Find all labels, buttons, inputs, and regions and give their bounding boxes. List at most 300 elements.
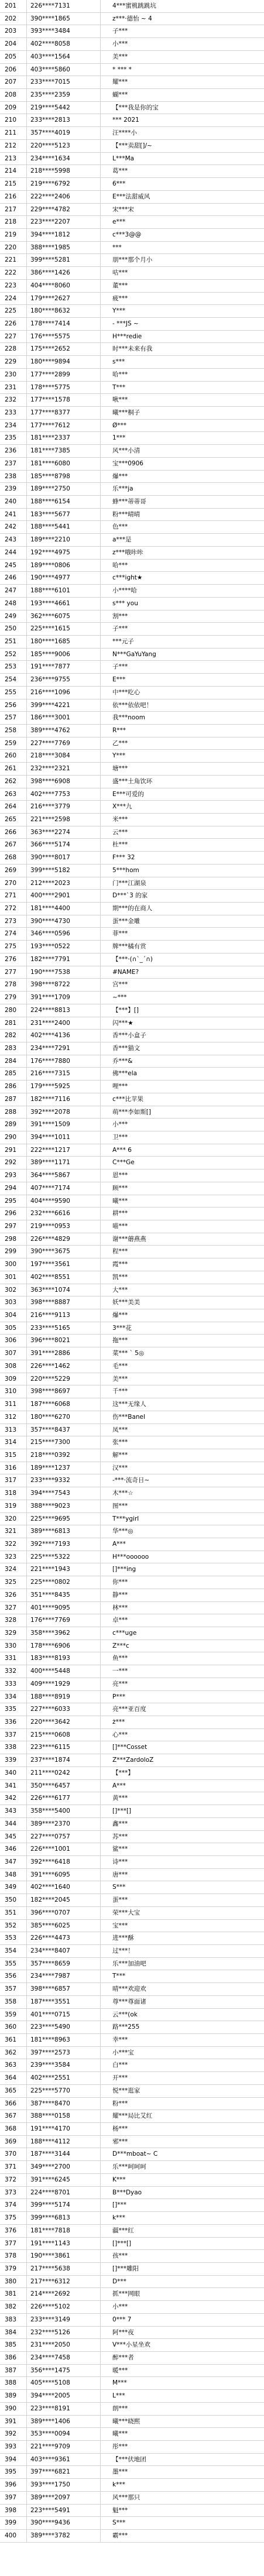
user-id-cell: 215****7300 bbox=[27, 1436, 101, 1449]
nickname-cell: A*** bbox=[112, 1782, 126, 1789]
row-number: 339 bbox=[0, 1754, 27, 1767]
table-row bbox=[0, 2314, 264, 2327]
table-row bbox=[0, 1296, 264, 1309]
user-id-cell: 216****3779 bbox=[27, 801, 101, 813]
user-id-cell: 398****8722 bbox=[27, 979, 101, 991]
row-number: 356 bbox=[0, 1970, 27, 1982]
user-id-cell: 346****0596 bbox=[27, 928, 101, 940]
user-id-cell: 181****4400 bbox=[27, 903, 101, 915]
nickname-cell: 0*** 7 bbox=[112, 2316, 132, 2323]
nickname-cell: []***[] bbox=[112, 2239, 132, 2247]
row-number: 257 bbox=[0, 712, 27, 724]
row-number: 312 bbox=[0, 1411, 27, 1424]
row-number: 351 bbox=[0, 1907, 27, 1919]
table-row bbox=[0, 2517, 264, 2530]
row-number: 307 bbox=[0, 1347, 27, 1360]
row-number: 326 bbox=[0, 1589, 27, 1601]
user-id-cell: 193****0522 bbox=[27, 941, 101, 953]
user-id-cell: 391****6095 bbox=[27, 1869, 101, 1881]
row-number: 223 bbox=[0, 280, 27, 292]
user-id-cell: 398****6857 bbox=[27, 1983, 101, 1995]
table-row bbox=[0, 1614, 264, 1627]
user-id-cell: 177****1578 bbox=[27, 394, 101, 406]
table-row bbox=[0, 547, 264, 560]
nickname-cell: H***oooooo bbox=[112, 1553, 149, 1560]
nickname-cell: ***元子 bbox=[112, 637, 134, 645]
row-number: 253 bbox=[0, 661, 27, 673]
user-id-cell: 388****0158 bbox=[27, 2110, 101, 2122]
user-id-cell: 357****8437 bbox=[27, 1424, 101, 1436]
table-row bbox=[0, 776, 264, 788]
table-row bbox=[0, 814, 264, 826]
user-id-cell: 357****8659 bbox=[27, 1958, 101, 1970]
nickname-cell: 醉***者 bbox=[112, 2354, 134, 2361]
user-id-cell: 221****9709 bbox=[27, 2441, 101, 2453]
row-number: 272 bbox=[0, 903, 27, 915]
nickname-cell: 盛***土角饮环 bbox=[112, 777, 153, 785]
nickname-cell: X***九 bbox=[112, 803, 132, 811]
user-id-cell: 402****7753 bbox=[27, 788, 101, 801]
table-row bbox=[0, 1678, 264, 1691]
row-number: 301 bbox=[0, 1271, 27, 1284]
table-row bbox=[0, 2428, 264, 2441]
user-id-cell: 392****7193 bbox=[27, 1538, 101, 1551]
table-row bbox=[0, 1309, 264, 1322]
row-number: 345 bbox=[0, 1831, 27, 1843]
table-row bbox=[0, 1055, 264, 1068]
nickname-cell: 塘*** bbox=[112, 765, 128, 773]
table-row bbox=[0, 483, 264, 496]
table-row bbox=[0, 2492, 264, 2505]
nickname-cell: K*** bbox=[112, 2176, 126, 2183]
row-number: 314 bbox=[0, 1436, 27, 1449]
table-row bbox=[0, 1907, 264, 1920]
nickname-cell: []***[] bbox=[112, 1807, 132, 1815]
nickname-cell: S*** bbox=[112, 2519, 126, 2527]
nickname-cell: 邪*** bbox=[112, 2138, 128, 2145]
table-row bbox=[0, 140, 264, 153]
table-row bbox=[0, 636, 264, 649]
nickname-cell: ż*** bbox=[112, 1719, 125, 1726]
table-row bbox=[0, 2479, 264, 2492]
nickname-cell: 恩*** bbox=[112, 1172, 128, 1179]
table-row bbox=[0, 509, 264, 522]
row-number: 288 bbox=[0, 1106, 27, 1119]
row-number: 273 bbox=[0, 915, 27, 928]
table-row bbox=[0, 1424, 264, 1437]
row-number: 264 bbox=[0, 801, 27, 813]
nickname-cell: 菲*** bbox=[112, 930, 128, 938]
row-number: 285 bbox=[0, 1068, 27, 1080]
table-row bbox=[0, 2085, 264, 2098]
table-row bbox=[0, 1602, 264, 1615]
row-number: 376 bbox=[0, 2225, 27, 2237]
nickname-cell: []***Cosset bbox=[112, 1744, 148, 1751]
table-row bbox=[0, 1474, 264, 1487]
row-number: 377 bbox=[0, 2238, 27, 2250]
nickname-cell: Z***c bbox=[112, 1642, 129, 1649]
user-id-cell: 234****8407 bbox=[27, 1945, 101, 1957]
table-row bbox=[0, 2199, 264, 2212]
nickname-cell: Z***ZardoloZ bbox=[112, 1757, 154, 1764]
table-row bbox=[0, 13, 264, 26]
user-id-cell: 224****8701 bbox=[27, 2187, 101, 2199]
user-id-cell: 363****1074 bbox=[27, 1284, 101, 1296]
table-row bbox=[0, 382, 264, 395]
table-row bbox=[0, 2250, 264, 2263]
row-number: 248 bbox=[0, 598, 27, 610]
nickname-cell: a***是 bbox=[112, 536, 132, 544]
user-id-cell: 233****7015 bbox=[27, 76, 101, 88]
nickname-cell: D***`3 的家 bbox=[112, 892, 148, 900]
user-id-cell: 178****5775 bbox=[27, 382, 101, 394]
table-row bbox=[0, 1576, 264, 1589]
table-row bbox=[0, 1030, 264, 1042]
nickname-cell: 开*** bbox=[112, 2074, 128, 2082]
table-row bbox=[0, 1627, 264, 1640]
row-number: 252 bbox=[0, 649, 27, 661]
row-number: 354 bbox=[0, 1945, 27, 1957]
user-id-cell: 219****0953 bbox=[27, 1220, 101, 1233]
row-number: 341 bbox=[0, 1780, 27, 1792]
user-id-cell: 396****0707 bbox=[27, 1907, 101, 1919]
table-row bbox=[0, 1131, 264, 1144]
nickname-cell: 过***！ bbox=[112, 1947, 134, 1954]
user-id-cell: 183****8193 bbox=[27, 1652, 101, 1665]
user-id-cell: 399****5182 bbox=[27, 865, 101, 877]
nickname-cell: c***3@@ bbox=[112, 231, 142, 238]
row-number: 208 bbox=[0, 89, 27, 101]
user-id-cell: 191****7877 bbox=[27, 661, 101, 673]
user-id-cell: 397****2573 bbox=[27, 2047, 101, 2059]
table-row bbox=[0, 712, 264, 725]
table-row bbox=[0, 1563, 264, 1576]
table-row bbox=[0, 420, 264, 433]
user-id-cell: 399****6813 bbox=[27, 2212, 101, 2224]
user-id-cell: 394****1011 bbox=[27, 1131, 101, 1144]
user-id-cell: 176****5575 bbox=[27, 331, 101, 343]
nickname-cell: 杨*** bbox=[112, 2125, 128, 2133]
user-id-cell: 226****4473 bbox=[27, 1932, 101, 1944]
user-id-cell: 390****1865 bbox=[27, 13, 101, 25]
row-number: 319 bbox=[0, 1500, 27, 1512]
row-number: 284 bbox=[0, 1055, 27, 1068]
row-number: 268 bbox=[0, 852, 27, 864]
table-row bbox=[0, 76, 264, 89]
table-row bbox=[0, 2530, 264, 2543]
row-number: 352 bbox=[0, 1920, 27, 1932]
user-id-cell: 191****1143 bbox=[27, 2238, 101, 2250]
nickname-cell: 闪***★ bbox=[112, 1019, 133, 1027]
nickname-cell: 路***255 bbox=[112, 2023, 140, 2031]
row-number: 332 bbox=[0, 1665, 27, 1678]
nickname-cell: []*** bbox=[112, 2201, 126, 2209]
nickname-cell: 【***我是你的宝 bbox=[112, 104, 159, 111]
nickname-cell: E*** bbox=[112, 676, 126, 684]
user-id-cell: 182****2045 bbox=[27, 1894, 101, 1906]
nickname-cell: 香***小盒子 bbox=[112, 1032, 146, 1040]
nickname-cell: k*** bbox=[112, 2214, 125, 2222]
nickname-cell: 伤***Banel bbox=[112, 1413, 145, 1421]
nickname-cell: S*** bbox=[112, 1884, 126, 1891]
row-number: 221 bbox=[0, 254, 27, 266]
row-number: 353 bbox=[0, 1932, 27, 1944]
table-row bbox=[0, 1081, 264, 1093]
user-id-cell: 179****2627 bbox=[27, 293, 101, 305]
user-id-cell: 219****6792 bbox=[27, 178, 101, 190]
table-row bbox=[0, 178, 264, 191]
table-row bbox=[0, 1271, 264, 1284]
table-row bbox=[0, 1246, 264, 1258]
user-id-cell: 188****4112 bbox=[27, 2136, 101, 2148]
user-id-cell: 225****5322 bbox=[27, 1551, 101, 1563]
nickname-cell: 你*** bbox=[112, 1579, 128, 1586]
table-row bbox=[0, 2034, 264, 2047]
table-row bbox=[0, 343, 264, 356]
row-number: 360 bbox=[0, 2021, 27, 2033]
nickname-cell: E***法甜威风 bbox=[112, 193, 150, 200]
row-number: 369 bbox=[0, 2136, 27, 2148]
table-row bbox=[0, 610, 264, 623]
nickname-cell: - ***JS ~ bbox=[112, 320, 139, 327]
table-row bbox=[0, 585, 264, 598]
table-row bbox=[0, 1373, 264, 1386]
table-row bbox=[0, 763, 264, 776]
row-number: 256 bbox=[0, 699, 27, 712]
row-number: 399 bbox=[0, 2517, 27, 2529]
nickname-cell: 曦***桐子 bbox=[112, 409, 140, 416]
nickname-cell: -***·流奇日~ bbox=[112, 1477, 150, 1484]
nickname-cell: 卓*** bbox=[112, 1617, 128, 1624]
user-id-cell: 223****6115 bbox=[27, 1741, 101, 1754]
table-row bbox=[0, 1729, 264, 1742]
row-number: 243 bbox=[0, 534, 27, 546]
row-number: 333 bbox=[0, 1678, 27, 1690]
user-id-cell: 389****6813 bbox=[27, 1525, 101, 1538]
table-row bbox=[0, 941, 264, 953]
user-id-cell: 176****7769 bbox=[27, 1614, 101, 1627]
row-number: 237 bbox=[0, 458, 27, 470]
nickname-cell: 美*** bbox=[112, 53, 128, 60]
row-number: 222 bbox=[0, 267, 27, 279]
row-number: 219 bbox=[0, 229, 27, 241]
table-row bbox=[0, 1551, 264, 1564]
nickname-cell: 孩*** bbox=[112, 2252, 128, 2260]
nickname-cell: E***可爱的 bbox=[112, 790, 144, 798]
row-number: 331 bbox=[0, 1652, 27, 1665]
row-number: 226 bbox=[0, 318, 27, 330]
table-row bbox=[0, 394, 264, 407]
row-number: 394 bbox=[0, 2454, 27, 2466]
table-row bbox=[0, 1970, 264, 1983]
row-number: 227 bbox=[0, 331, 27, 343]
row-number: 395 bbox=[0, 2466, 27, 2478]
nickname-cell: T***ygirl bbox=[112, 1515, 139, 1522]
nickname-cell: 萌***李如斯[] bbox=[112, 1108, 151, 1116]
nickname-cell: 疆***红 bbox=[112, 2227, 134, 2234]
nickname-cell: Y*** bbox=[112, 307, 126, 315]
user-id-cell: 388****1985 bbox=[27, 242, 101, 254]
table-row bbox=[0, 1258, 264, 1271]
table-row bbox=[0, 1780, 264, 1793]
row-number: 375 bbox=[0, 2212, 27, 2224]
table-row bbox=[0, 331, 264, 344]
nickname-cell: 时***未来有我 bbox=[112, 345, 153, 353]
user-id-cell: 409****1929 bbox=[27, 1678, 101, 1690]
nickname-cell: 彤*** bbox=[112, 2443, 128, 2450]
user-id-cell: 229****4782 bbox=[27, 204, 101, 216]
user-id-cell: 402****8058 bbox=[27, 38, 101, 50]
user-id-cell: 192****4975 bbox=[27, 547, 101, 559]
nickname-cell: H***redie bbox=[112, 332, 142, 340]
nickname-cell: 宫*** bbox=[112, 981, 128, 989]
table-row bbox=[0, 407, 264, 420]
nickname-cell: L*** bbox=[112, 2392, 125, 2400]
nickname-cell: 我***noom bbox=[112, 714, 145, 722]
nickname-cell: 期***的在商人 bbox=[112, 905, 153, 913]
nickname-cell: c***uge bbox=[112, 1630, 137, 1637]
user-id-cell: 181****7385 bbox=[27, 445, 101, 457]
nickname-cell: 耀*** bbox=[112, 78, 128, 86]
user-id-cell: 404****9590 bbox=[27, 1195, 101, 1208]
table-row bbox=[0, 1385, 264, 1398]
user-id-cell: 225****1615 bbox=[27, 623, 101, 635]
user-id-cell: 188****8919 bbox=[27, 1691, 101, 1703]
table-row bbox=[0, 2136, 264, 2149]
user-id-cell: 223****8191 bbox=[27, 2403, 101, 2415]
table-row bbox=[0, 293, 264, 306]
table-row bbox=[0, 1398, 264, 1411]
user-id-cell: 356****1475 bbox=[27, 2365, 101, 2377]
row-number: 217 bbox=[0, 204, 27, 216]
user-id-cell: 211****0242 bbox=[27, 1767, 101, 1779]
table-row bbox=[0, 1220, 264, 1233]
nickname-cell: 谢***蘑燕燕 bbox=[112, 1235, 146, 1243]
row-number: 317 bbox=[0, 1474, 27, 1487]
nickname-cell: 诗*** bbox=[112, 1858, 128, 1865]
nickname-cell: 顾*** bbox=[112, 1184, 128, 1192]
table-row bbox=[0, 1652, 264, 1665]
row-number: 340 bbox=[0, 1767, 27, 1779]
table-row bbox=[0, 1004, 264, 1017]
row-number: 309 bbox=[0, 1373, 27, 1385]
table-row bbox=[0, 1208, 264, 1220]
row-number: 381 bbox=[0, 2288, 27, 2300]
user-id-cell: 222****2406 bbox=[27, 191, 101, 203]
nickname-cell: 妖***美美 bbox=[112, 1299, 140, 1306]
row-number: 320 bbox=[0, 1513, 27, 1525]
table-row bbox=[0, 267, 264, 280]
user-id-cell: 220****5123 bbox=[27, 140, 101, 152]
row-number: 357 bbox=[0, 1983, 27, 1995]
row-number: 228 bbox=[0, 343, 27, 355]
row-number: 274 bbox=[0, 928, 27, 940]
row-number: 318 bbox=[0, 1487, 27, 1500]
row-number: 249 bbox=[0, 610, 27, 623]
row-number: 211 bbox=[0, 127, 27, 139]
user-id-cell: 212****2023 bbox=[27, 877, 101, 890]
row-number: 371 bbox=[0, 2161, 27, 2173]
row-number: 215 bbox=[0, 178, 27, 190]
table-row bbox=[0, 1754, 264, 1767]
user-id-cell: 232****5126 bbox=[27, 2327, 101, 2339]
user-id-cell: 221****2598 bbox=[27, 814, 101, 826]
table-row bbox=[0, 649, 264, 661]
nickname-cell: 米*** bbox=[112, 816, 128, 823]
table-row bbox=[0, 979, 264, 992]
row-number: 250 bbox=[0, 623, 27, 635]
user-id-cell: 232****2321 bbox=[27, 763, 101, 775]
nickname-cell: k*** bbox=[112, 2481, 125, 2489]
table-row bbox=[0, 471, 264, 483]
table-row bbox=[0, 1831, 264, 1844]
user-id-cell: 197****3561 bbox=[27, 1258, 101, 1271]
user-id-cell: 396****8021 bbox=[27, 1335, 101, 1347]
table-row bbox=[0, 1436, 264, 1449]
row-number: 393 bbox=[0, 2441, 27, 2453]
nickname-cell: 小****哈 bbox=[112, 587, 137, 595]
table-row bbox=[0, 1017, 264, 1030]
user-id-cell: 233****3149 bbox=[27, 2314, 101, 2326]
user-id-cell: 390****8017 bbox=[27, 852, 101, 864]
nickname-cell: 阿***夜 bbox=[112, 2328, 134, 2336]
nickname-cell: A*** bbox=[112, 1540, 126, 1548]
table-row bbox=[0, 953, 264, 966]
row-number: 286 bbox=[0, 1081, 27, 1093]
user-id-cell: 226****6177 bbox=[27, 1792, 101, 1805]
user-id-cell: 190****4977 bbox=[27, 572, 101, 584]
user-id-cell: 218****0392 bbox=[27, 1449, 101, 1462]
row-number: 391 bbox=[0, 2416, 27, 2428]
nickname-cell: 子*** bbox=[112, 663, 128, 671]
row-number: 327 bbox=[0, 1602, 27, 1614]
nickname-cell: 子*** bbox=[112, 28, 128, 35]
row-number: 388 bbox=[0, 2377, 27, 2389]
table-row bbox=[0, 204, 264, 217]
user-id-cell: 187****6068 bbox=[27, 1398, 101, 1411]
nickname-cell: 香***猫文 bbox=[112, 1044, 140, 1052]
row-number: 241 bbox=[0, 509, 27, 521]
table-row bbox=[0, 2187, 264, 2200]
table-row bbox=[0, 2225, 264, 2238]
row-number: 262 bbox=[0, 776, 27, 788]
user-id-cell: 231****2400 bbox=[27, 1017, 101, 1030]
user-id-cell: 389****2097 bbox=[27, 2492, 101, 2504]
row-number: 251 bbox=[0, 636, 27, 648]
row-number: 325 bbox=[0, 1576, 27, 1589]
user-id-cell: 400****2901 bbox=[27, 890, 101, 902]
row-number: 385 bbox=[0, 2339, 27, 2351]
table-row bbox=[0, 318, 264, 331]
row-number: 203 bbox=[0, 25, 27, 37]
user-id-cell: 180****8632 bbox=[27, 305, 101, 317]
nickname-cell: 亮*** bbox=[112, 1680, 128, 1687]
table-row bbox=[0, 445, 264, 458]
user-id-cell: 390****9436 bbox=[27, 2517, 101, 2529]
nickname-cell: 啾*** bbox=[112, 396, 128, 404]
nickname-cell: D*** bbox=[112, 2277, 126, 2285]
table-row bbox=[0, 1869, 264, 1882]
nickname-cell: M*** bbox=[112, 2379, 127, 2387]
nickname-cell: 风***那只 bbox=[112, 2493, 140, 2501]
nickname-cell: F*** 32 bbox=[112, 854, 135, 862]
user-id-cell: 191****4170 bbox=[27, 2123, 101, 2135]
table-row bbox=[0, 2390, 264, 2403]
row-number: 389 bbox=[0, 2390, 27, 2402]
row-number: 201 bbox=[0, 0, 27, 12]
user-id-cell: 402****2551 bbox=[27, 2072, 101, 2084]
user-id-cell: 190****7538 bbox=[27, 966, 101, 979]
